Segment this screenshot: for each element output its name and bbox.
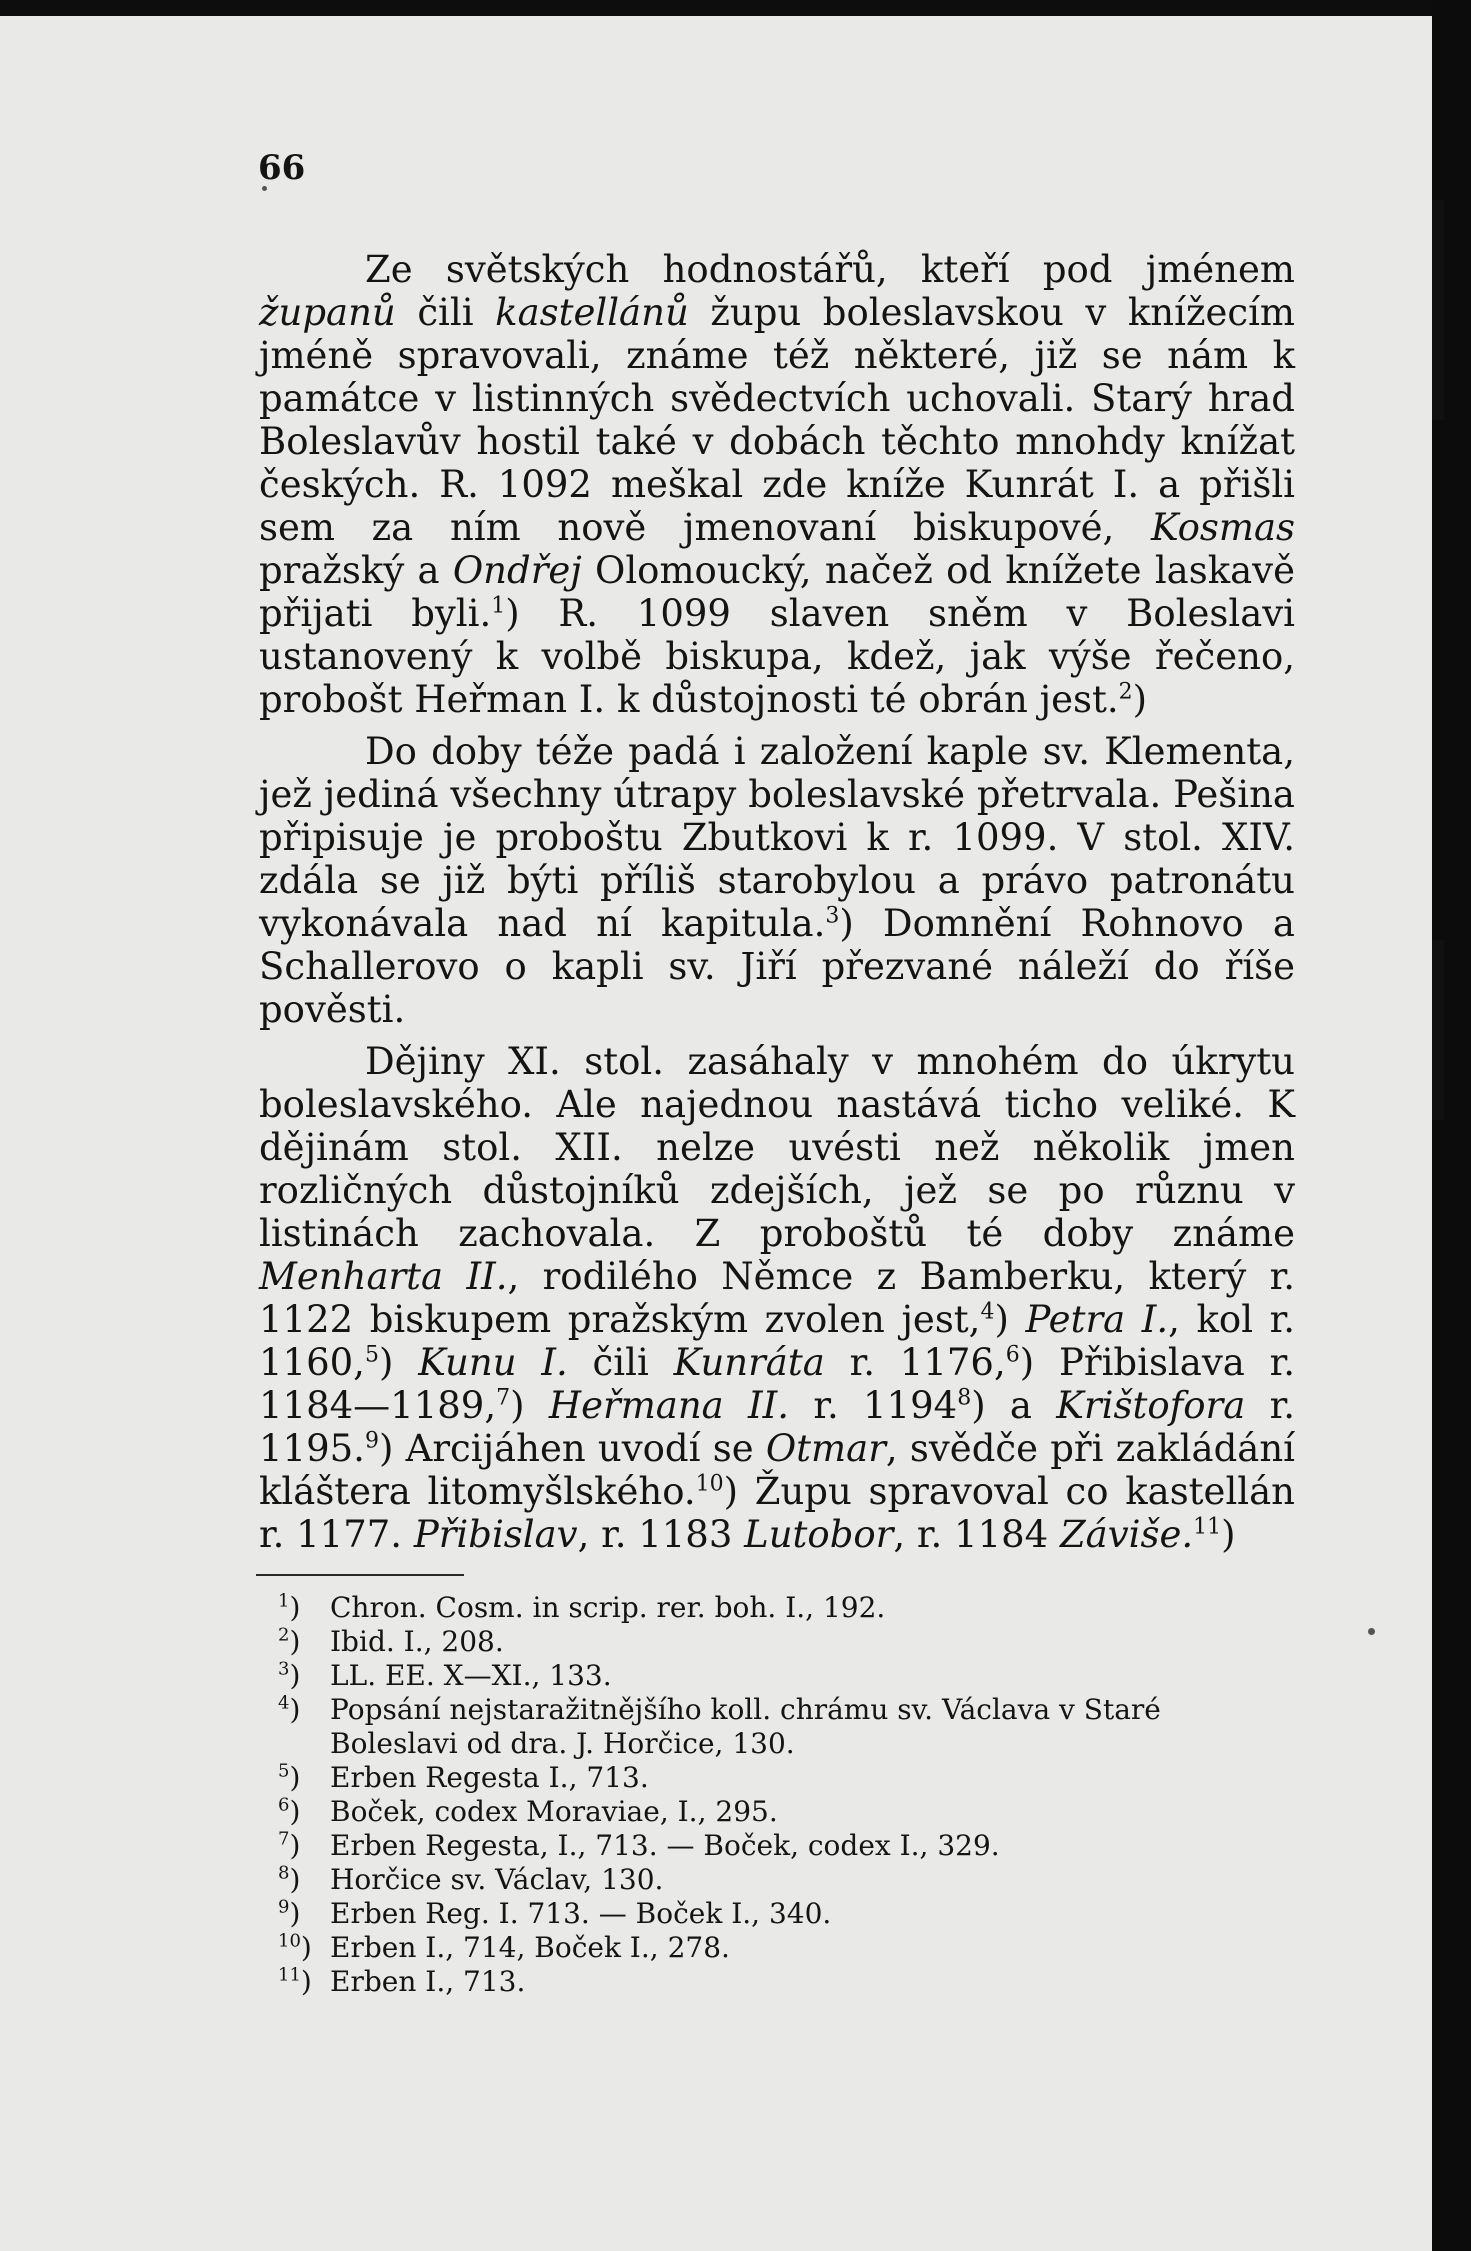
footnote: $^9$) Erben Reg. I. 713. — Boček I., 340. <box>278 1896 832 1930</box>
footnote: $^1$) Chron. Cosm. in scrip. rer. boh. I., 192. <box>278 1590 886 1624</box>
footnote-mark: $^2$) <box>278 1624 301 1658</box>
footnote: $^{11}$) Erben I., 713. <box>278 1964 526 1998</box>
page-number: 66 <box>258 148 306 188</box>
footnote-ref: 10 <box>695 1471 724 1497</box>
footnote-mark: $^4$) <box>278 1692 301 1726</box>
footnote-mark: $^6$) <box>278 1794 301 1828</box>
scan-edge-shadow <box>1432 940 1444 1120</box>
footnote-ref: 5 <box>364 1342 379 1368</box>
footnote-ref: 9 <box>364 1428 379 1454</box>
paragraph: Do doby téže padá i založení kaple sv. Klementa, jež jediná všechny útrapy boleslavské přetrvala. Pešina připisuje je proboštu Zbutkovi k r. 1099. V stol. XIV. zdála se již býti příliš starobylou a právo patronátu vykonávala nad ní kapitula.$^3$) Domnění Rohnovo a Schallerovo o kapli sv. Jiří přezvané náleží do říše pověsti. <box>259 730 1295 1031</box>
footnote-mark: $^{11}$) <box>278 1964 312 1998</box>
scan-edge-shadow <box>1432 200 1444 420</box>
footnote: $^4$) Popsání nejstaražitnějšího koll. chrámu sv. Václava v Staré Boleslavi od dra. J. Horčice, 130. <box>278 1692 1161 1760</box>
footnote: $^7$) Erben Regesta, I., 713. — Boček, codex I., 329. <box>278 1828 1000 1862</box>
footnote-mark: $^{10}$) <box>278 1930 312 1964</box>
footnote-ref: 3 <box>825 903 840 929</box>
footnote: $^6$) Boček, codex Moraviae, I., 295. <box>278 1794 778 1828</box>
footnote-ref: 11 <box>1193 1514 1222 1540</box>
footnote: $^2$) Ibid. I., 208. <box>278 1624 504 1658</box>
footnote: $^8$) Horčice sv. Václav, 130. <box>278 1862 664 1896</box>
ink-speck <box>1368 1628 1375 1635</box>
footnote-mark: $^3$) <box>278 1658 301 1692</box>
footnote-ref: 6 <box>1005 1342 1020 1368</box>
footnote-ref: 2 <box>1118 679 1133 705</box>
main-text <box>259 248 1295 1565</box>
footnote-divider <box>256 1574 464 1576</box>
footnotes <box>278 1590 1290 1999</box>
footnote-ref: 8 <box>957 1385 972 1411</box>
paragraph: Ze světských hodnostářů, kteří pod jménem županů čili kastellánů župu boleslavskou v knížecím jméně spravovali, známe též některé, již se nám k památce v listinných svědectvích uchovali. Starý hrad Boleslavův hostil také v dobách těchto mnohdy knížat českých. R. 1092 meškal zde kníže Kunrát I. a přišli sem za ním nově jmenovaní biskupové, Kosmas pražský a Ondřej Olomoucký, načež od knížete laskavě přijati byli.$^1$) R. 1099 slaven sněm v Boleslavi ustanovený k volbě biskupa, kdež, jak výše řečeno, probošt Heřman I. k důstojnosti té obrán jest.$^2$) <box>259 248 1296 721</box>
scan-top-edge <box>0 0 1471 16</box>
footnote-mark: $^1$) <box>278 1590 301 1624</box>
footnote: $^{10}$) Erben I., 714, Boček I., 278. <box>278 1930 730 1964</box>
footnote: $^3$) LL. EE. X—XI., 133. <box>278 1658 612 1692</box>
footnote-mark: $^5$) <box>278 1760 301 1794</box>
footnote-mark: $^7$) <box>278 1828 301 1862</box>
footnote-ref: 7 <box>496 1385 511 1411</box>
footnote-mark: $^8$) <box>278 1862 301 1896</box>
footnote: $^5$) Erben Regesta I., 713. <box>278 1760 649 1794</box>
paragraph: Dějiny XI. stol. zasáhaly v mnohém do úkrytu boleslavského. Ale najednou nastává ticho veliké. K dějinám stol. XII. nelze uvésti než několik jmen rozličných důstojníků zdejších, jež se po různu v listinách zachovala. Z proboštů té doby známe Menharta II., rodilého Němce z Bamberku, který r. 1122 biskupem pražským zvolen jest,$^4$) Petra I., kol r. 1160,$^5$) Kunu I. čili Kunráta r. 1176,$^6$) Přibislava r. 1184—1189,$^7$) Heřmana II. r. 1194$^8$) a Krištofora r. 1195.$^9$) Arcijáhen uvodí se Otmar, svědče při zakládání kláštera litomyšlského.$^{10}$) Župu spravoval co kastellán r. 1177. Přibislav, r. 1183 Lutobor, r. 1184 Záviše.$^{11}$) <box>259 1040 1296 1556</box>
footnote-ref: 4 <box>980 1299 995 1325</box>
footnote-ref: 1 <box>491 593 506 619</box>
footnote-mark: $^9$) <box>278 1896 301 1930</box>
